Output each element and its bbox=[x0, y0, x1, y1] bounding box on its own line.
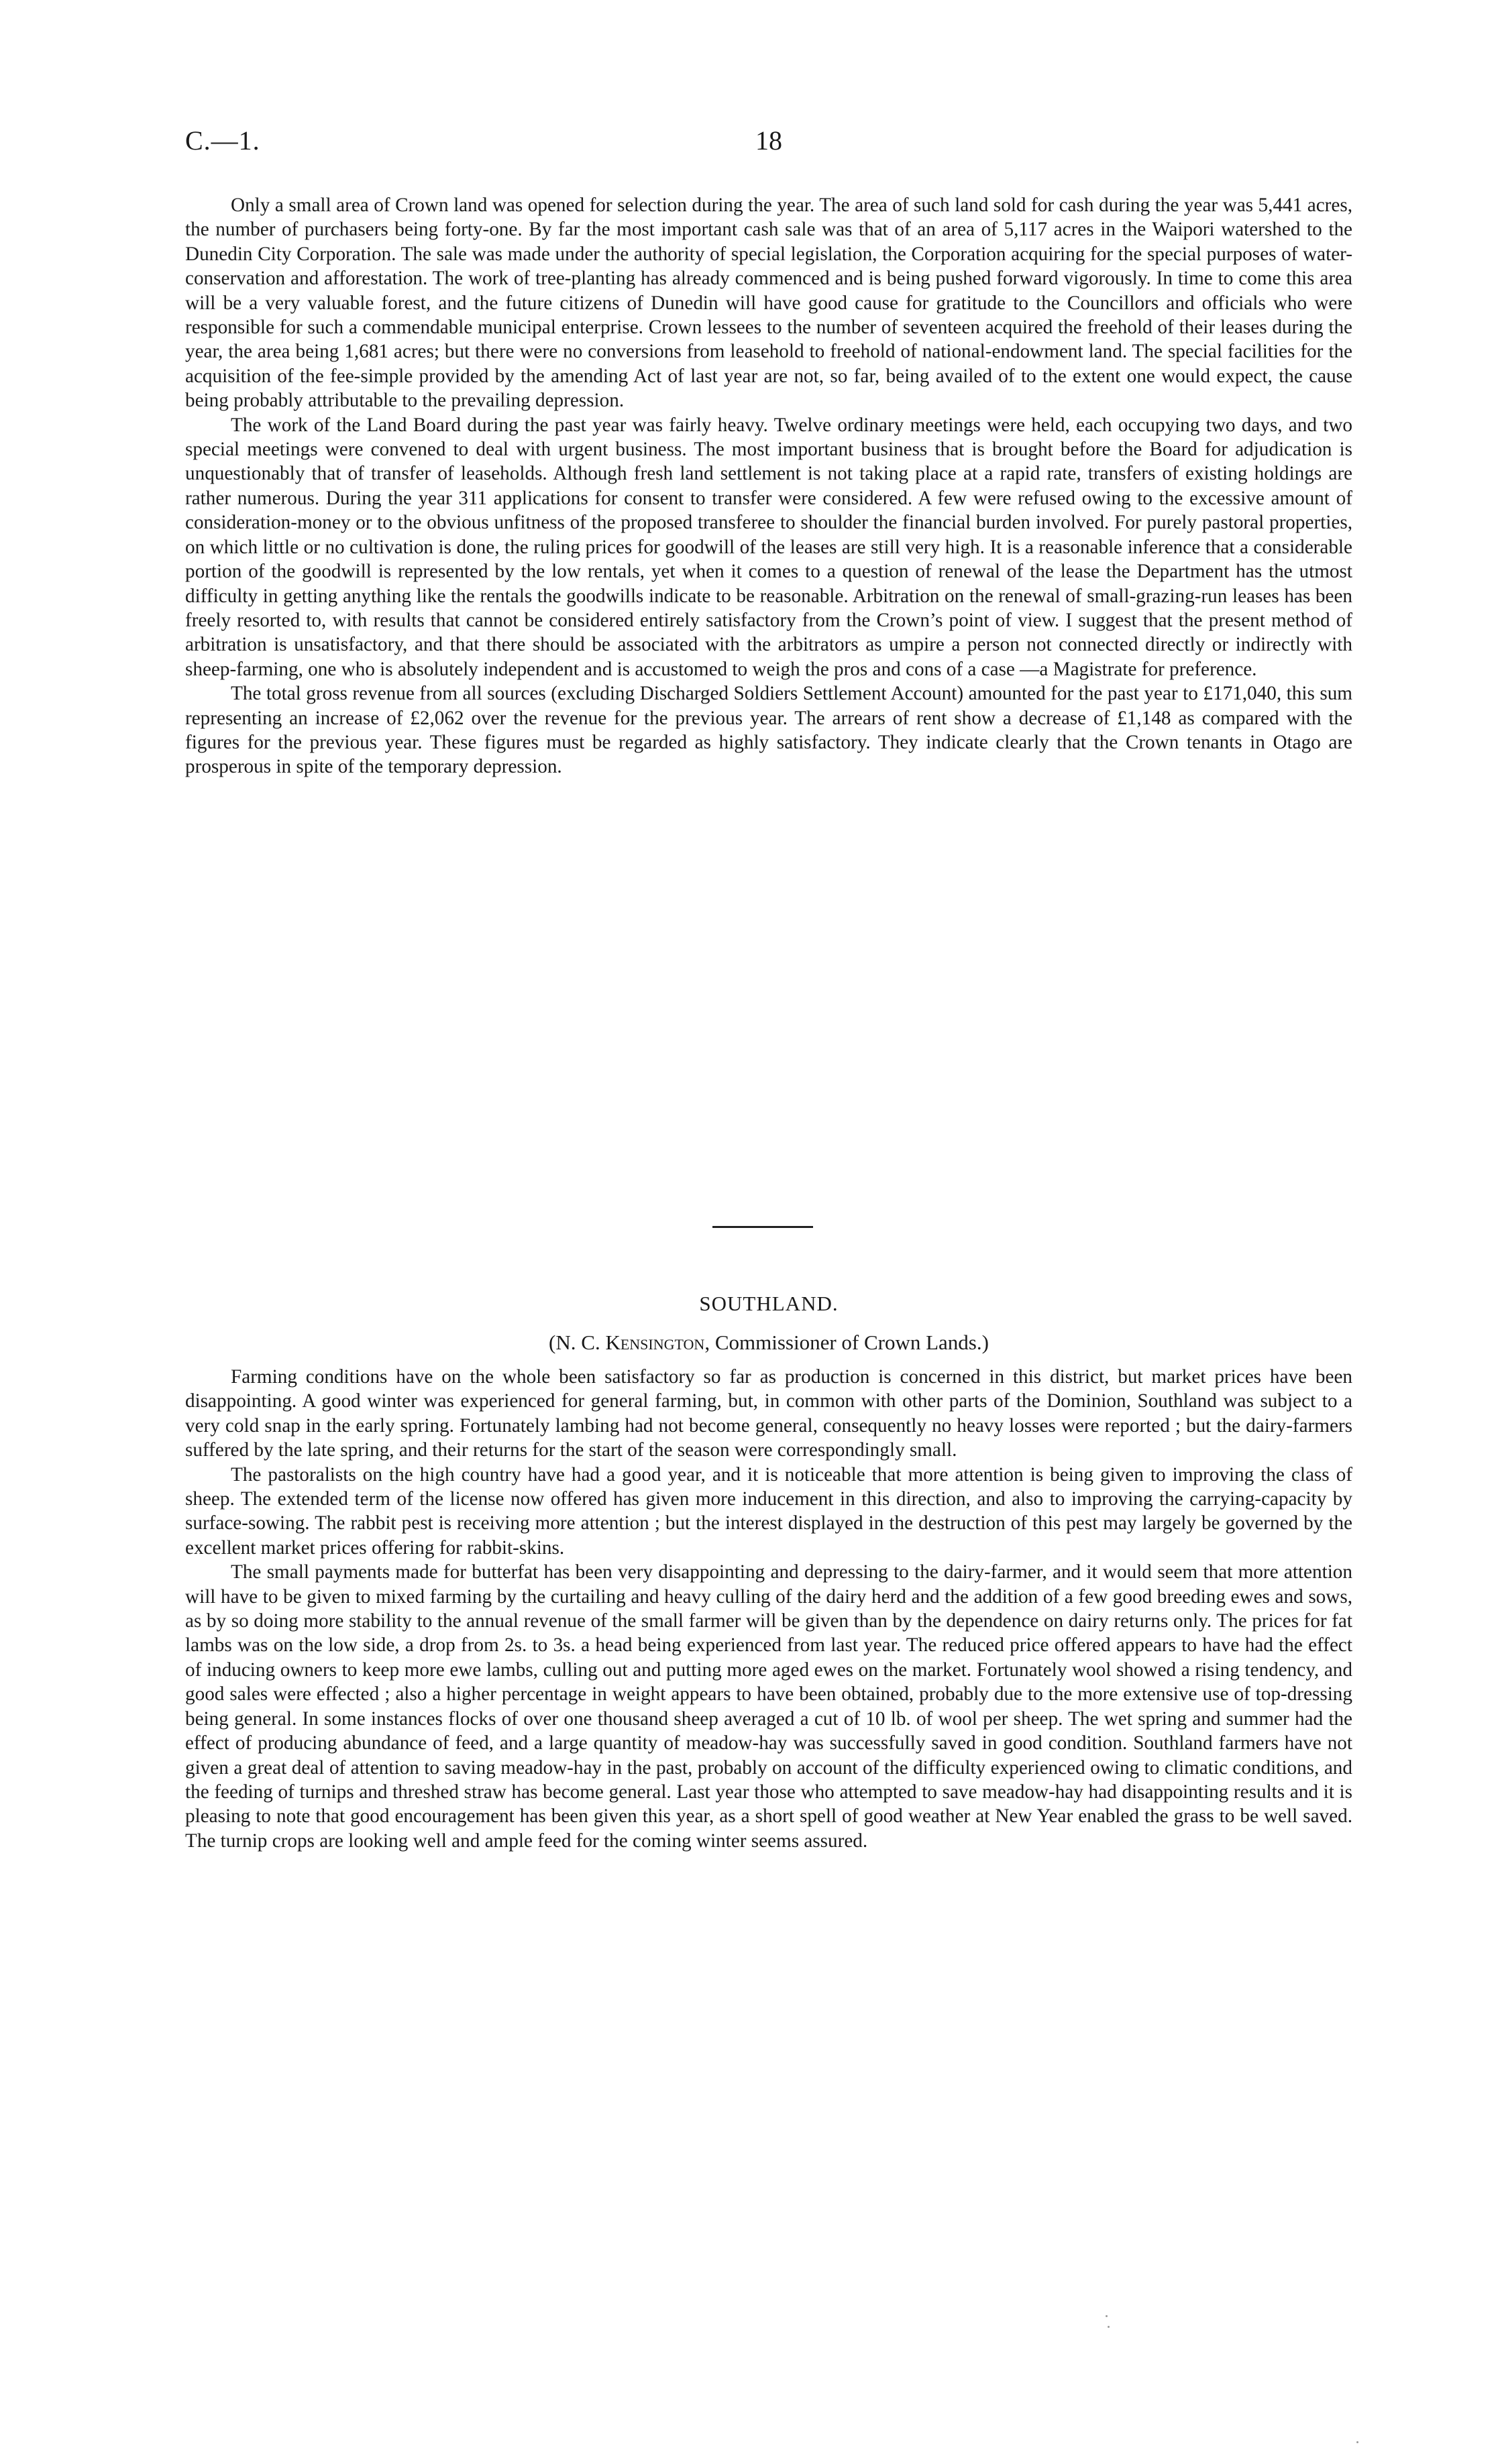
section-divider bbox=[712, 1226, 813, 1228]
paragraph-farming-conditions: Farming conditions have on the whole been satisfactory so far as production is concerned in this district, but market prices have been disappointing. A good winter was experienced for general farming, but, in common with other parts of the Dominion, Southland was subject to a very cold snap in the early spring. Fortunately lambing had not become general, consequently no heavy losses were reported ; but the dairy-farmers suffered by the late spring, and their returns for the start of the season were correspondingly small. bbox=[185, 1366, 1352, 1461]
page-header bbox=[185, 125, 1352, 165]
paragraph-land-board-work: The work of the Land Board during the past year was fairly heavy. Twelve ordinary meetings were held, each occupying two days, and two special meetings were convened to deal with urgent business. The most important business that is brought before the Board for adjudication is unquestionably that of transfer of leaseholds. Although fresh land settlement is not taking place at a rapid rate, transfers of existing holdings are rather numerous. During the year 311 applications for consent to transfer were considered. A few were refused owing to the excessive amount of consideration-money or to the obvious unfitness of the proposed transferee to shoulder the financial burden involved. For purely pastoral properties, on which little or no cultivation is done, the ruling prices for goodwill of the leases are still very high. It is a reasonable inference that a considerable portion of the goodwill is represented by the low rentals, yet when it comes to a question of renewal of the lease the Department has the utmost difficulty in getting anything like the rentals the goodwills indicate to be reasonable. Arbitration on the renewal of small-grazing-run leases has been freely resorted to, with results that cannot be considered entirely satisfactory from the Crown’s point of view. I suggest that the present method of arbitration is unsatisfactory, and that there should be associated with the arbitrators as umpire a person not connected directly or indirectly with sheep-farming, one who is absolutely independent and is accustomed to weigh the pros and cons of a case —a Magistrate for preference. bbox=[185, 414, 1352, 680]
byline-open-paren: ( bbox=[549, 1331, 556, 1354]
southland-heading: SOUTHLAND. bbox=[699, 1292, 839, 1315]
otago-report-section bbox=[185, 193, 1352, 779]
paragraph-pastoralists: The pastoralists on the high country have had a good year, and it is noticeable that more attention is being given to improving the class of sheep. The extended term of the license now offered has given more inducement in this direction, and also to improving the carrying-capacity by surface-sowing. The rabbit pest is receiving more attention ; but the interest displayed in the destruction of this pest may largely be governed by the excellent market prices offering for rabbit-skins. bbox=[185, 1463, 1352, 1559]
commissioner-title: , Commissioner of Crown Lands.) bbox=[704, 1331, 989, 1354]
paragraph-dairy-and-mixed-farming: The small payments made for butterfat has been very disappointing and depressing to the dairy-farmer, and it would seem that more attention will have to be given to mixed farming by the curtailing and heavy culling of the dairy herd and the addition of a few good breeding ewes and sows, as by so doing more stability to the annual revenue of the small farmer will be given than by the dependence on dairy returns only. The prices for fat lambs was on the low side, a drop from 2s. to 3s. a head being experienced from last year. The reduced price offered appears to have had the effect of inducing owners to keep more ewe lambs, culling out and putting more aged ewes on the market. Fortunately wool showed a rising tendency, and good sales were effected ; also a higher percentage in weight appears to have been obtained, probably due to the more extensive use of top-dressing being general. In some instances flocks of over one thousand sheep averaged a cut of 10 lb. of wool per sheep. The wet spring and summer had the effect of producing abundance of feed, and a large quantity of meadow-hay was successfully saved in good condition. Southland farmers have not given a great deal of attention to saving meadow-hay in the past, probably on account of the difficulty experienced owing to climatic conditions, and the feeding of turnips and threshed straw has become general. Last year those who attempted to save meadow-hay had disappointing results and it is pleasing to note that good encouragement has been given this year, as a short spell of good weather at New Year enabled the grass to be well saved. The turnip crops are looking well and ample feed for the coming winter seems assured. bbox=[185, 1561, 1352, 1852]
southland-report-section bbox=[185, 1365, 1352, 1853]
speck bbox=[1106, 2315, 1108, 2317]
commissioner-byline bbox=[185, 1331, 1352, 1355]
speck bbox=[1108, 2326, 1110, 2328]
paragraph-gross-revenue: The total gross revenue from all sources (excluding Discharged Soldiers Settlement Account) amounted for the past year to £171,040, this sum representing an increase of £2,062 over the revenue for the previous year. The arrears of rent show a decrease of £1,148 as compared with the figures for the previous year. These figures must be regarded as highly satisfactory. They indicate clearly that the Crown tenants in Otago are prosperous in spite of the temporary depression. bbox=[185, 683, 1352, 778]
speck bbox=[1356, 2441, 1358, 2443]
commissioner-name: N. C. Kensington bbox=[555, 1331, 705, 1354]
paragraph-crown-land-sales: Only a small area of Crown land was opened for selection during the year. The area of such land sold for cash during the year was 5,441 acres, the number of purchasers being forty-one. By far the most important cash sale was that of an area of 5,117 acres in the Waipori watershed to the Dunedin City Corporation. The sale was made under the authority of special legislation, the Corporation acquiring for the special purposes of water-conservation and afforestation. The work of tree-planting has already commenced and is being pushed forward vigorously. In time to come this area will be a very valuable forest, and the future citizens of Dunedin will have good cause for gratitude to the Councillors and officials who were responsible for such a commendable municipal enterprise. Crown lessees to the number of seventeen acquired the freehold of their leases during the year, the area being 1,681 acres; but there were no conversions from leasehold to freehold of national-endowment land. The special facilities for the acquisition of the fee-simple provided by the amending Act of last year are not, so far, being availed of to the extent one would expect, the cause being probably attributable to the prevailing depression. bbox=[185, 194, 1352, 412]
page-number: 18 bbox=[755, 125, 782, 156]
document-reference: C.—1. bbox=[185, 125, 260, 156]
